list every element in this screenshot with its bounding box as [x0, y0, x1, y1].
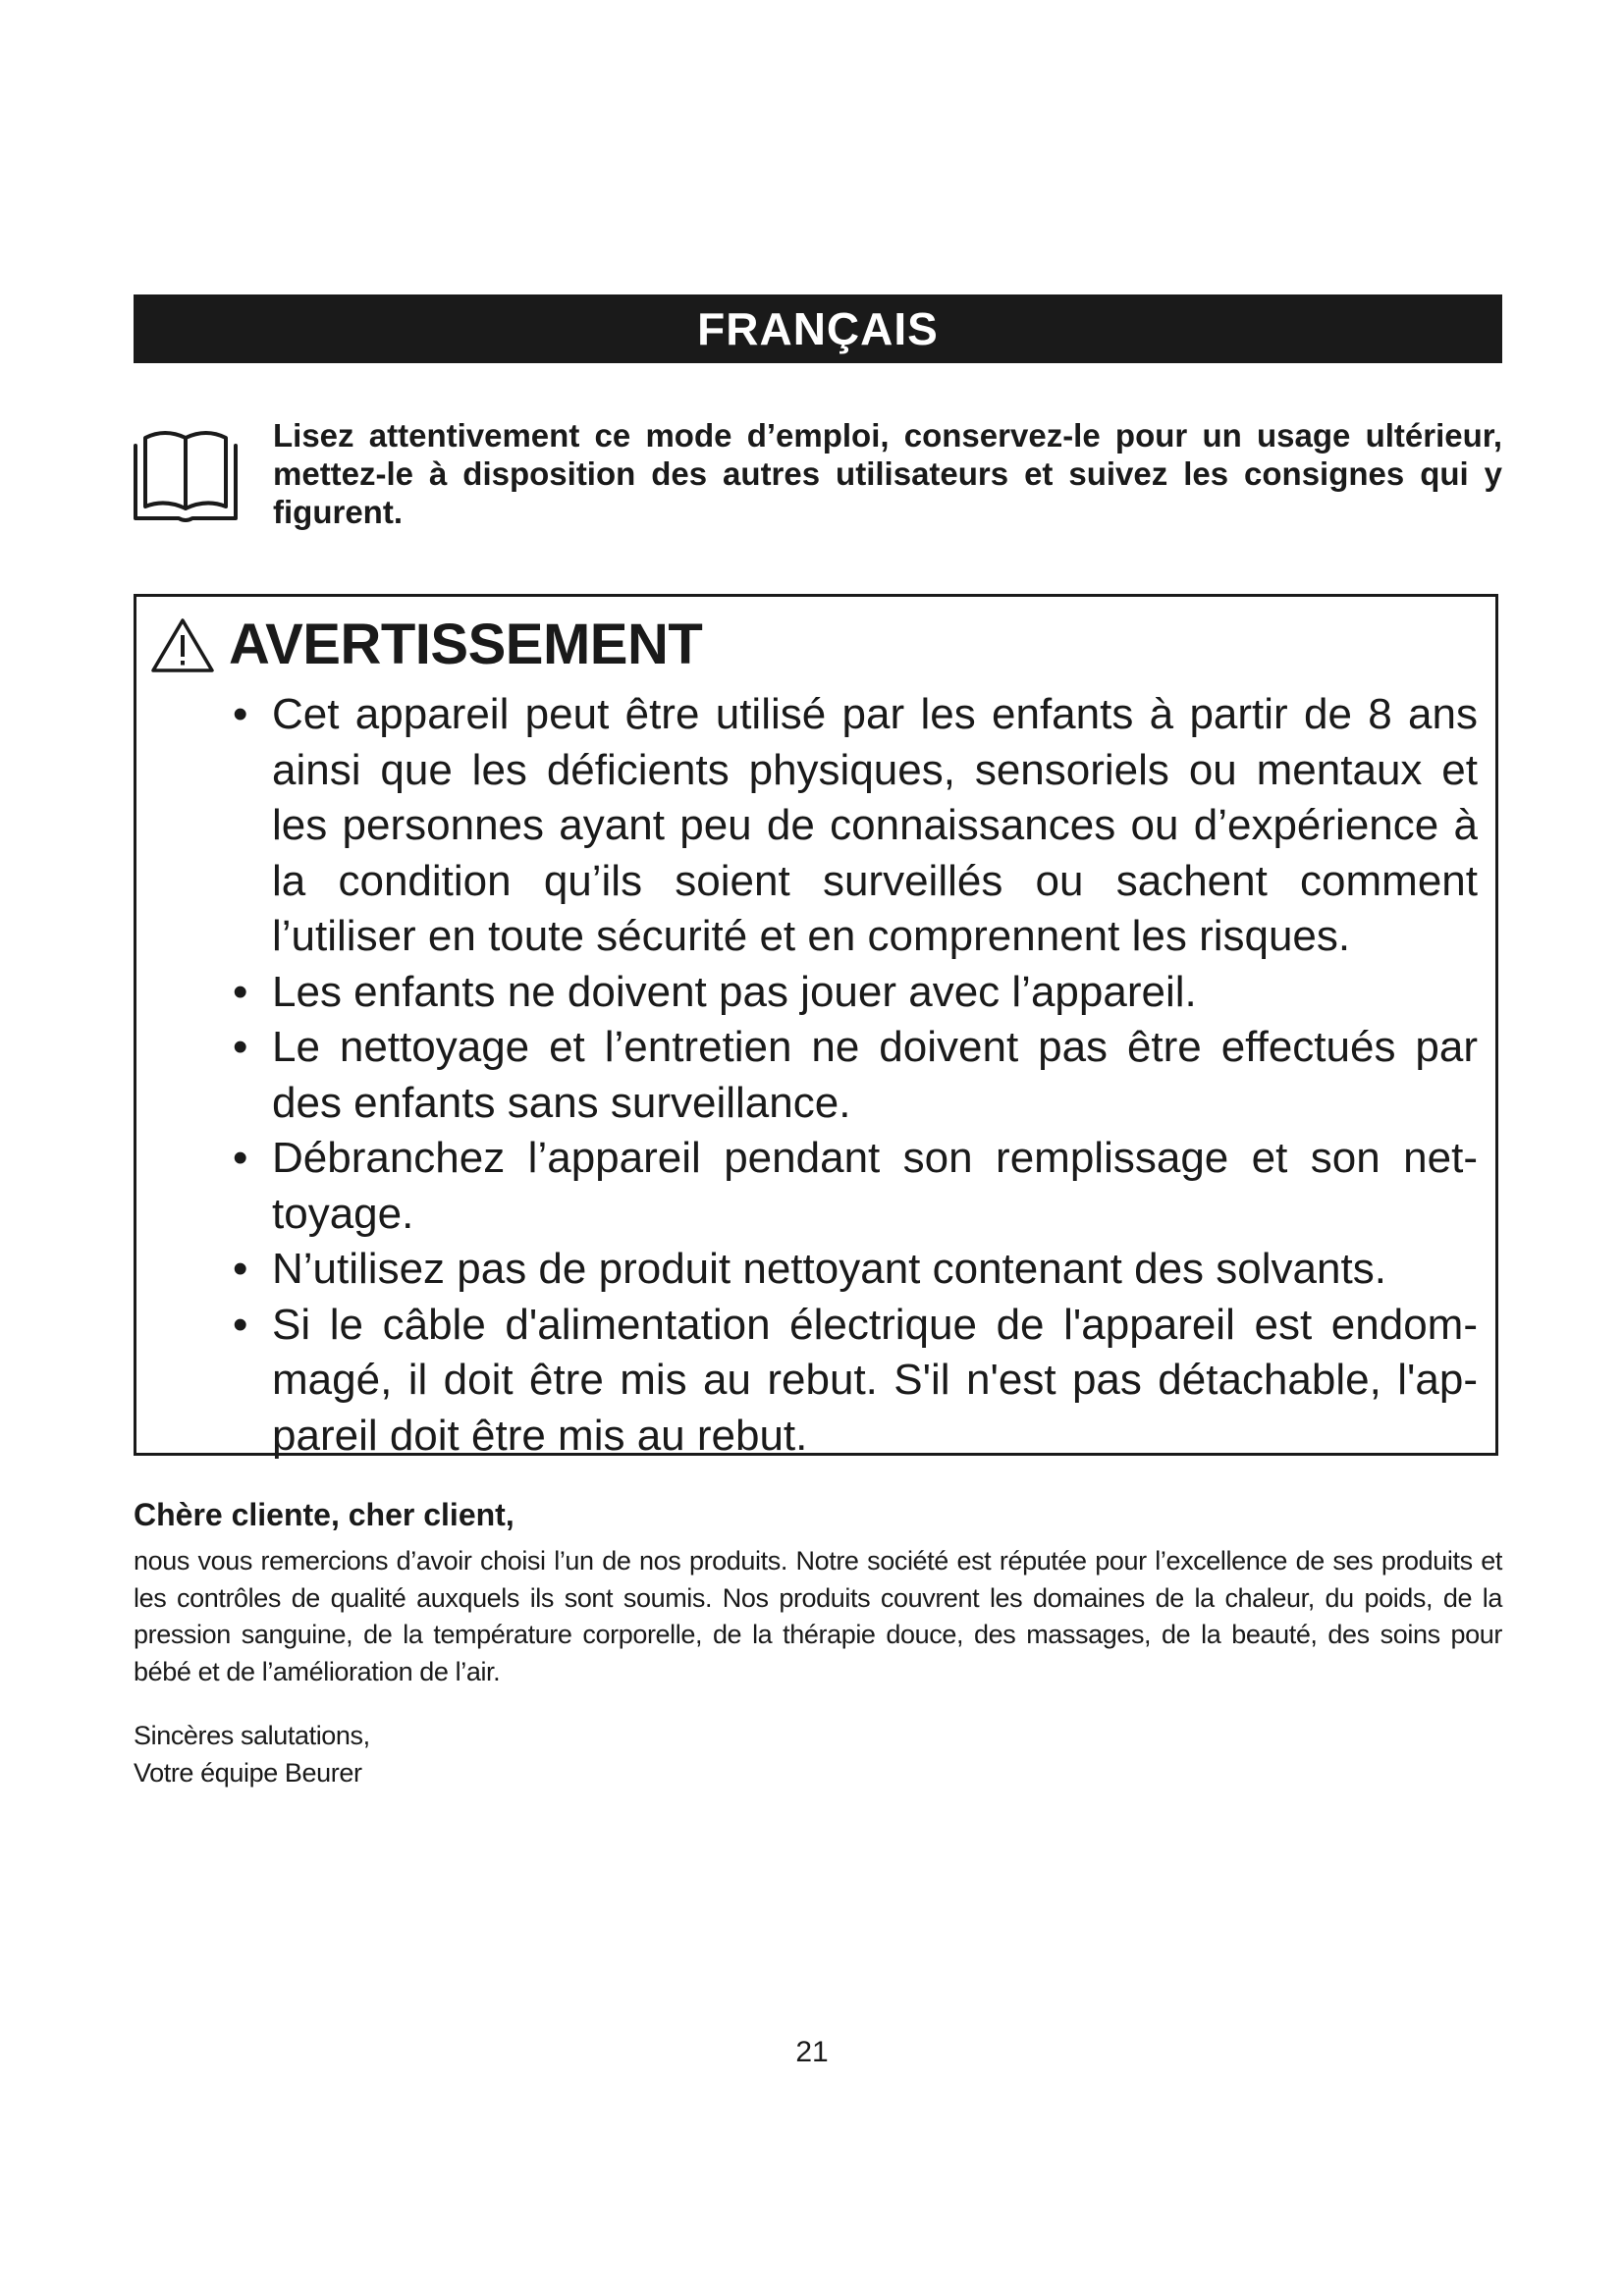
warning-item: [233, 687, 1478, 965]
warning-item-text: N’utilisez pas de produit nettoyant contenant des solvants.: [272, 1245, 1386, 1293]
warning-item: [233, 1298, 1478, 1465]
warning-item: [233, 965, 1478, 1021]
page-number: 21: [795, 2036, 829, 2068]
warning-item: [233, 1242, 1478, 1298]
bullet-icon: •: [233, 690, 248, 738]
bullet-icon: •: [233, 1300, 248, 1349]
warning-item-text: Les enfants ne doivent pas jouer avec l’appareil.: [272, 967, 1197, 1016]
warning-box: [134, 594, 1498, 1460]
letter-body: nous vous remercions d’avoir choisi l’un de nos produits. Notre société est réputée pour l’excellence de ses produits et les contrôles de qualité auxquels ils sont soumis. Nos produits couvrent les domaines de la chaleur, du poids, de la pression sanguine, de la température corporelle, de la thérapie douce, des massages, de la beauté, des soins pour bébé et de l’amélioration de l’air.: [134, 1546, 1502, 1686]
warning-item: [233, 1131, 1478, 1242]
warning-list: [233, 687, 1478, 1464]
language-label: FRANÇAIS: [697, 303, 939, 354]
warning-item-text: Le nettoyage et l’entretien ne doivent pas être effectués par des enfants sans surveillance.: [272, 1023, 1478, 1127]
bullet-icon: •: [233, 1245, 248, 1293]
intro-instructions: Lisez attentivement ce mode d’emploi, conservez-le pour un usage ultérieur, mettez-le à disposition des autres utilisateurs et suivez les consignes qui y figurent.: [273, 417, 1502, 530]
open-book-icon: [132, 424, 240, 524]
warning-triangle-icon: [150, 616, 215, 673]
warning-item-text: Cet appareil peut être utilisé par les enfants à partir de 8 ans ainsi que les déficients physiques, sensoriels ou mentaux et les personnes ayant peu de connaissances ou d’expérience à la condition qu’ils soient surveillés ou sachent comment l’utiliser en toute sécurité et en comprennent les risques.: [272, 690, 1478, 960]
warning-header: [150, 613, 702, 677]
language-header: [134, 294, 1502, 363]
bullet-icon: •: [233, 1134, 248, 1182]
warning-item-text: Si le câble d'alimentation électrique de l'appareil est endommagé, il doit être mis au rebut. S'il n'est pas détachable, l'appareil doit être mis au rebut.: [272, 1300, 1478, 1460]
warning-title: AVERTISSEMENT: [229, 613, 703, 676]
letter-closing: [134, 1718, 370, 1791]
closing-salutation: Sincères salutations,: [134, 1721, 370, 1750]
warning-item: [233, 1020, 1478, 1131]
closing-signature: Votre équipe Beurer: [134, 1757, 362, 1788]
warning-item-text: Débranchez l’appareil pendant son remplissage et son nettoyage.: [272, 1134, 1478, 1238]
bullet-icon: •: [233, 967, 248, 1016]
bullet-icon: •: [233, 1023, 248, 1071]
letter-greeting: Chère cliente, cher client,: [134, 1497, 514, 1532]
